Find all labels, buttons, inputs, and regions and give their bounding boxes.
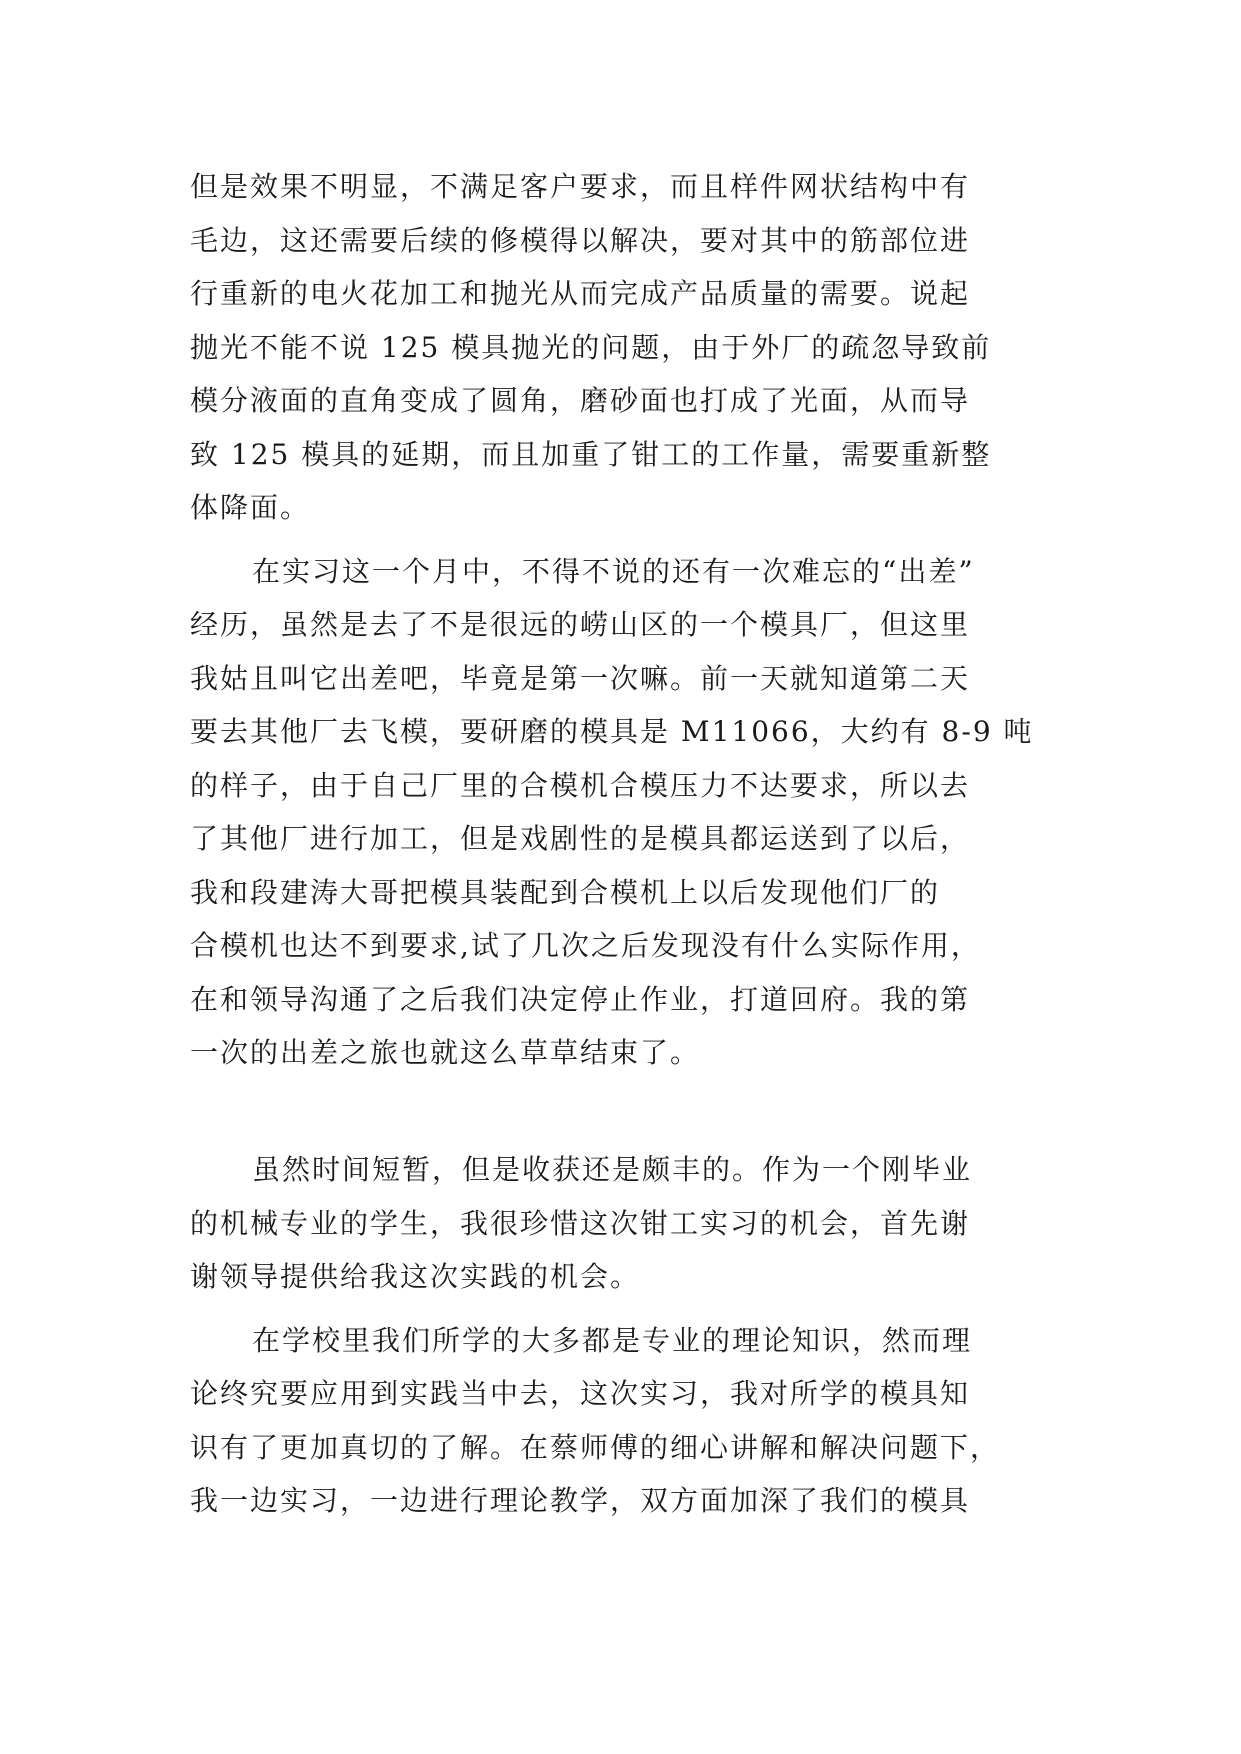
text-line: 谢领导提供给我这次实践的机会。 [190, 1260, 641, 1293]
text-line: 在和领导沟通了之后我们决定停止作业，打道回府。我的第 [190, 982, 971, 1016]
paragraph [190, 1314, 1050, 1528]
text-line: 经历，虽然是去了不是很远的崂山区的一个模具厂，但这里 [190, 608, 971, 641]
text-line: 模分液面的直角变成了圆角，磨砂面也打成了光面，从而导 [190, 384, 971, 417]
text-line: 虽然时间短暂，但是收获还是颇丰的。作为一个刚毕业 [252, 1153, 973, 1186]
text-line: 毛边，这还需要后续的修模得以解决，要对其中的筋部位进 [190, 223, 971, 257]
text-line: 致 125 模具的延期，而且加重了钳工的工作量，需要重新整 [190, 437, 992, 471]
text-line: 一次的出差之旅也就这么草草结束了。 [190, 1036, 701, 1069]
paragraph [190, 545, 1050, 1134]
text-line: 体降面。 [190, 491, 311, 524]
text-line: 抛光不能不说 125 模具抛光的问题，由于外厂的疏忽导致前 [190, 330, 992, 364]
paragraph-spacer [190, 1133, 1050, 1143]
document-body [190, 160, 1050, 1528]
text-line: 在实习这一个月中，不得不说的还有一次难忘的“出差” [252, 554, 975, 588]
text-line: 了其他厂进行加工，但是戏剧性的是模具都运送到了以后， [190, 822, 971, 855]
paragraph [190, 1143, 1050, 1304]
paragraph [190, 160, 1050, 535]
text-line: 我一边实习，一边进行理论教学，双方面加深了我们的模具 [190, 1484, 971, 1517]
text-line: 但是效果不明显，不满足客户要求，而且样件网状结构中有 [190, 170, 971, 203]
text-line: 的机械专业的学生，我很珍惜这次钳工实习的机会，首先谢 [190, 1206, 971, 1240]
text-line [190, 1080, 1050, 1134]
text-line: 合模机也达不到要求,试了几次之后发现没有什么实际作用， [190, 929, 981, 962]
text-line: 我姑且叫它出差吧，毕竟是第一次嘛。前一天就知道第二天 [190, 661, 971, 695]
text-line: 论终究要应用到实践当中去，这次实习，我对所学的模具知 [190, 1377, 971, 1410]
text-line: 行重新的电火花加工和抛光从而完成产品质量的需要。说起 [190, 277, 971, 310]
text-line: 识有了更加真切的了解。在蔡师傅的细心讲解和解决问题下， [190, 1430, 1001, 1464]
text-line: 的样子，由于自己厂里的合模机合模压力不达要求，所以去 [190, 768, 971, 802]
paragraph-spacer [190, 535, 1050, 545]
text-line: 要去其他厂去飞模，要研磨的模具是 M11066，大约有 8-9 吨 [190, 715, 1034, 748]
text-line: 我和段建涛大哥把模具装配到合模机上以后发现他们厂的 [190, 875, 941, 909]
text-line: 在学校里我们所学的大多都是专业的理论知识，然而理 [252, 1323, 973, 1357]
paragraph-spacer [190, 1304, 1050, 1314]
